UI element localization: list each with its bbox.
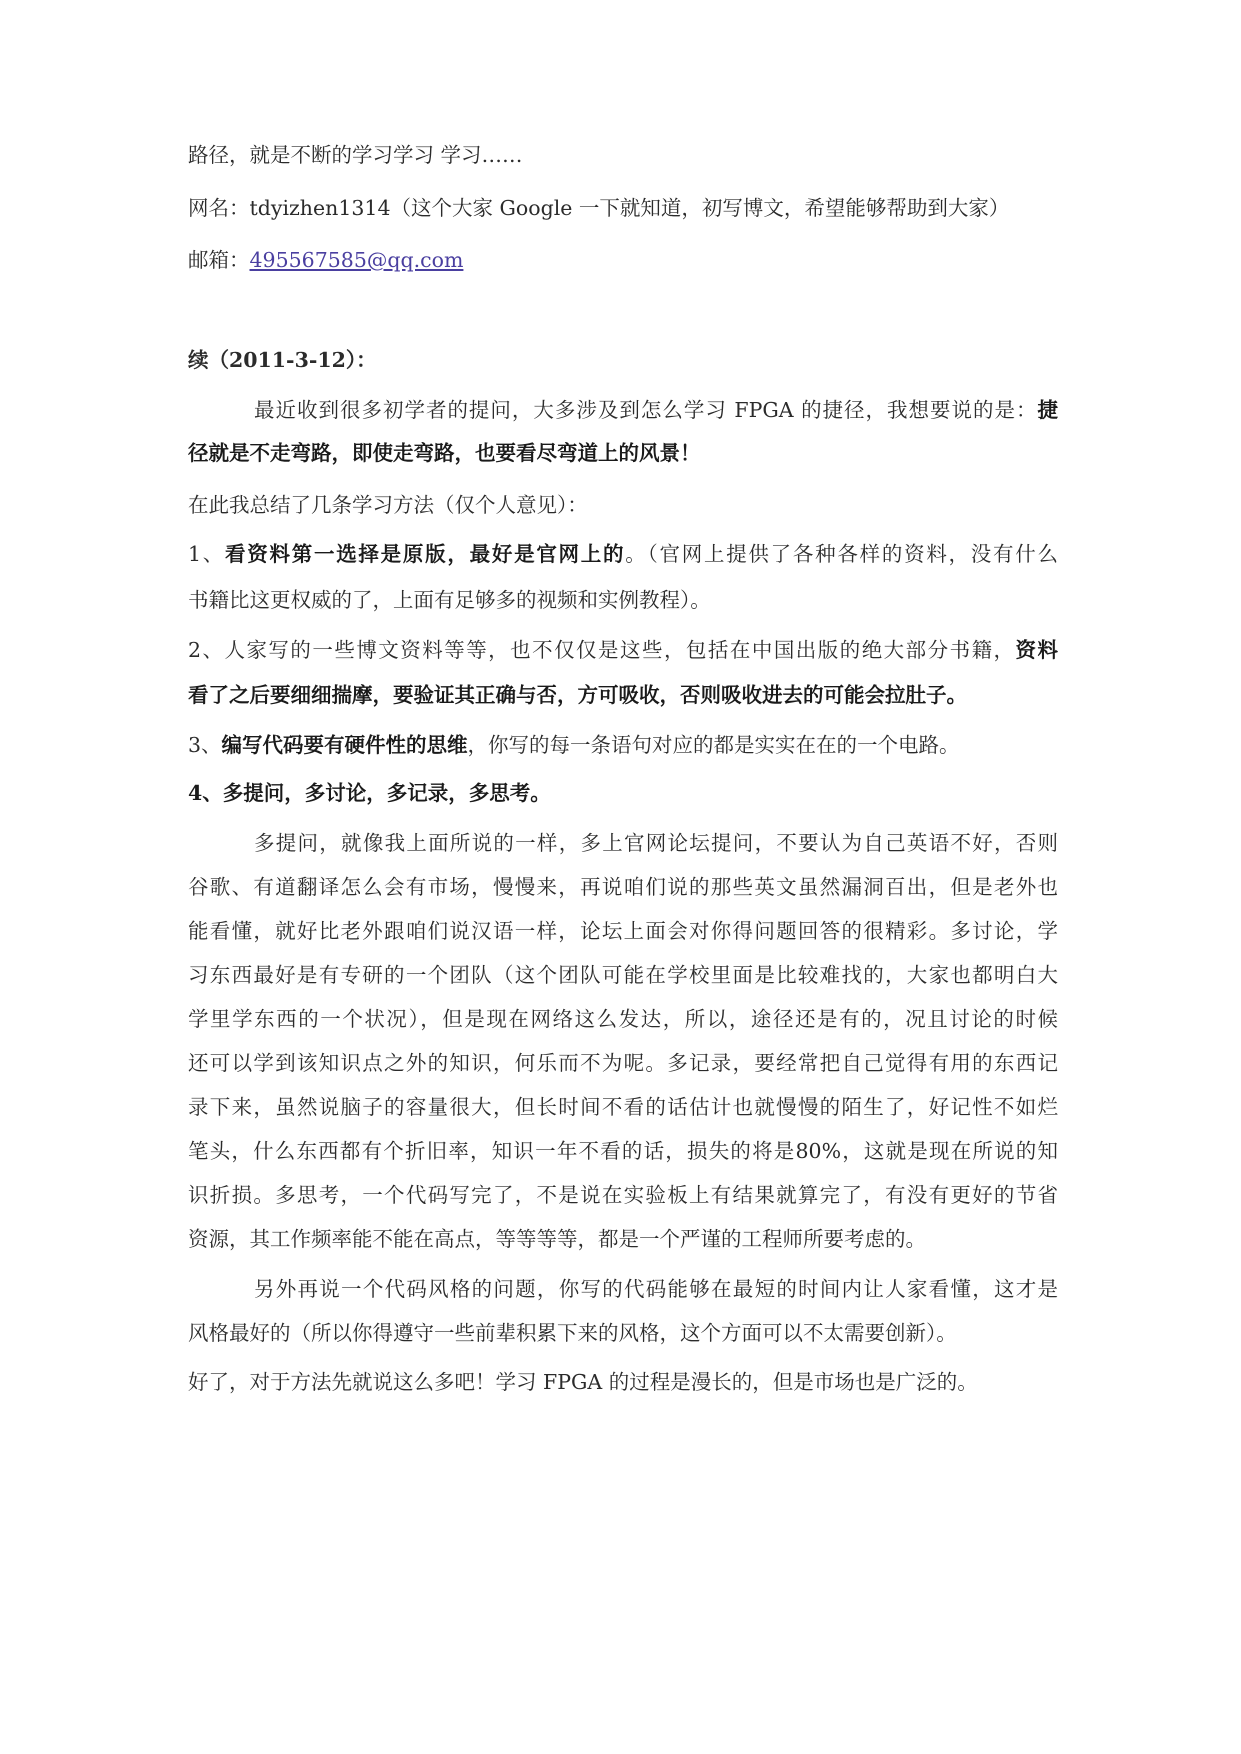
email-link[interactable]: 495567585@qq.com: [249, 248, 464, 272]
item2-bold-end: 看了之后要细细揣摩，要验证其正确与否，方可吸收，否则吸收进去的可能会拉肚子。: [188, 683, 967, 707]
list-item-1-line-2: [188, 585, 1058, 615]
paragraph-2-line-8: [188, 1136, 1058, 1166]
summary-text: 在此我总结了几条学习方法（仅个人意见）：: [188, 493, 588, 517]
item3-bold: 编写代码要有硬件性的思维: [221, 733, 468, 757]
list-item-4: [188, 778, 1058, 808]
list-item-2-line-1: [188, 635, 1058, 665]
item3-number: 3、: [188, 733, 222, 757]
p2-text: 录下来，虽然说脑子的容量很大，但长时间不看的话估计也就慢慢的陌生了，好记性不如烂: [188, 1095, 1058, 1119]
closing-line: [188, 1367, 1058, 1397]
item1-number: 1、: [188, 542, 226, 566]
p2-text: 学里学东西的一个状况），但是现在网络这么发达，所以，途径还是有的，况且讨论的时候: [188, 1007, 1058, 1031]
item2-bold-start: 资料: [1015, 638, 1059, 662]
summary-line: [188, 490, 1058, 520]
continuation-heading: [188, 345, 1058, 375]
continuation-date: 续（2011-3-12）：: [188, 348, 377, 372]
item1-rest: 。（官网上提供了各种各样的资料，没有什么: [625, 542, 1058, 566]
p2-text: 多提问，就像我上面所说的一样，多上官网论坛提问，不要认为自己英语不好，否则: [254, 831, 1058, 855]
paragraph-1-line-1: [254, 395, 1058, 425]
list-item-2-line-2: [188, 680, 1058, 710]
item1-continued: 书籍比这更权威的了，上面有足够多的视频和实例教程）。: [188, 588, 711, 612]
paragraph-3-line-1: [254, 1274, 1058, 1304]
p2-text: 资源，其工作频率能不能在高点，等等等等，都是一个严谨的工程师所要考虑的。: [188, 1227, 926, 1251]
paragraph-2-line-5: [188, 1004, 1058, 1034]
p2-text: 能看懂，就好比老外跟咱们说汉语一样，论坛上面会对你得问题回答的很精彩。多讨论，学: [188, 919, 1058, 943]
item2-plain: 2、人家写的一些博文资料等等，也不仅仅是这些，包括在中国出版的绝大部分书籍，: [188, 638, 1016, 662]
p2-text: 还可以学到该知识点之外的知识，何乐而不为呢。多记录，要经常把自己觉得有用的东西记: [188, 1051, 1058, 1075]
p2-text: 笔头，什么东西都有个折旧率，知识一年不看的话，损失的将是80%，这就是现在所说的知: [188, 1139, 1058, 1163]
item1-bold: 看资料第一选择是原版，最好是官网上的: [225, 542, 626, 566]
list-item-3: [188, 730, 1058, 760]
list-item-1-line-1: [188, 539, 1058, 569]
nickname-prefix: 网名：: [188, 196, 250, 220]
nickname-note: （这个大家 Google 一下就知道，初写博文，希望能够帮助到大家）: [390, 196, 1010, 220]
paragraph-2-line-2: [188, 872, 1058, 902]
p3-text: 风格最好的（所以你得遵守一些前辈积累下来的风格，这个方面可以不太需要创新）。: [188, 1321, 957, 1345]
p2-text: 习东西最好是有专研的一个团队（这个团队可能在学校里面是比较难找的，大家也都明白大: [188, 963, 1058, 987]
p1-bold-end: 径就是不走弯路，即使走弯路，也要看尽弯道上的风景！: [188, 441, 701, 465]
paragraph-2-line-4: [188, 960, 1058, 990]
paragraph-1-line-2: [188, 438, 1058, 468]
paragraph-2-line-9: [188, 1180, 1058, 1210]
paragraph-2-line-7: [188, 1092, 1058, 1122]
paragraph-2-line-1: [254, 828, 1058, 858]
p1-bold-start: 捷: [1037, 398, 1058, 422]
item3-rest: ，你写的每一条语句对应的都是实实在在的一个电路。: [467, 733, 960, 757]
paragraph-2-line-3: [188, 916, 1058, 946]
p1-plain: 最近收到很多初学者的提问，大多涉及到怎么学习 FPGA 的捷径，我想要说的是：: [254, 398, 1038, 422]
p2-text: 谷歌、有道翻译怎么会有市场，慢慢来，再说咱们说的那些英文虽然漏洞百出，但是老外也: [188, 875, 1058, 899]
nickname-value: tdyizhen1314: [249, 196, 391, 220]
p3-text: 另外再说一个代码风格的问题，你写的代码能够在最短的时间内让人家看懂，这才是: [254, 1277, 1058, 1301]
item4-bold: 4、多提问，多讨论，多记录，多思考。: [188, 781, 551, 805]
email-line: [188, 245, 1058, 275]
intro-text: 路径，就是不断的学习学习 学习……: [188, 143, 523, 167]
paragraph-2-line-10: [188, 1224, 1058, 1254]
closing-text: 好了，对于方法先就说这么多吧！学习 FPGA 的过程是漫长的，但是市场也是广泛的。: [188, 1370, 978, 1394]
paragraph-2-line-6: [188, 1048, 1058, 1078]
email-prefix: 邮箱：: [188, 248, 250, 272]
nickname-line: [188, 193, 1058, 223]
p2-text: 识折损。多思考，一个代码写完了，不是说在实验板上有结果就算完了，有没有更好的节省: [188, 1183, 1058, 1207]
paragraph-3-line-2: [188, 1318, 1058, 1348]
intro-line: [188, 140, 1058, 170]
